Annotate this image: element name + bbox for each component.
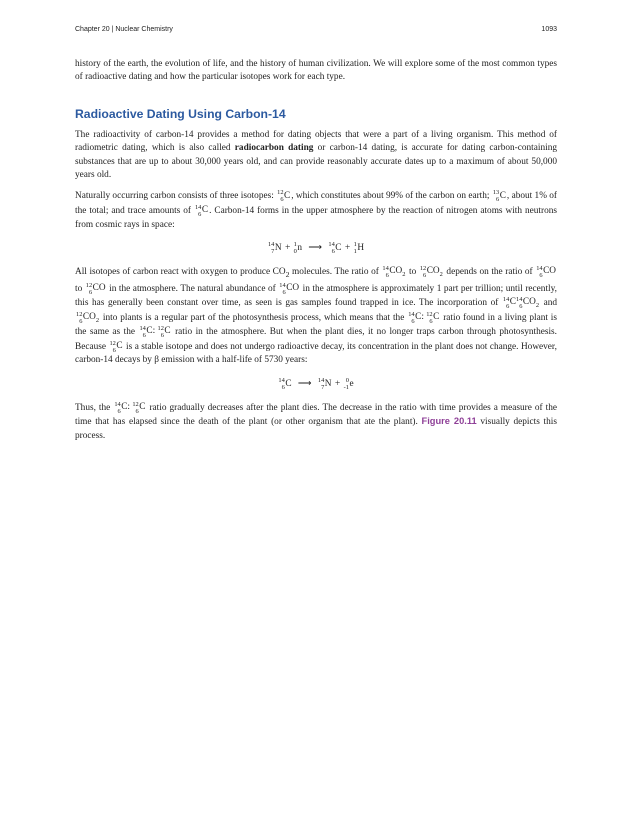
intro-paragraph: history of the earth, the evolution of life, and the history of human civilization. We will explore some of the most common types of radioactive dating and how the particular isotopes work for each type. [75,59,557,83]
mass-number: 14 [502,296,510,304]
element-symbol: C [335,242,342,253]
mass-number: 14 [114,400,121,408]
text: and [540,298,558,309]
atomic-number: 6 [282,288,286,296]
mass-number: 1 [353,240,357,248]
mass-number: 13 [492,189,500,197]
mass-number: 12 [157,325,164,333]
isotope-c12 [277,189,290,203]
subscript: 2 [95,316,100,324]
text: Thus, the [75,403,114,413]
mass-number: 14 [278,376,285,384]
equation-carbon14-formation [75,239,557,257]
text: into plants is a regular part of the photosynthesis process, which means that the [100,312,408,323]
mass-number: 14 [317,376,325,384]
mass-number: 14 [382,265,389,273]
text: , which constitutes about 99% of the carbon on earth; [291,191,492,202]
text: All isotopes of carbon react with oxygen to produce CO [75,267,286,278]
mass-number: 14 [279,281,286,289]
isotope-c12 [109,340,122,354]
text: . Carbon-14 forms in the upper atmosphere by the reaction of nitrogen atoms with neutrons from cosmic rays in space: [75,206,558,230]
mass-number: 12 [76,310,83,318]
atomic-number: 6 [331,247,335,255]
page-body [75,58,557,450]
element-symbol: N [324,378,332,389]
neutron [294,239,302,257]
figure-link[interactable]: Figure 20.11 [421,416,477,427]
mass-number: 12 [85,281,93,289]
text: in the atmosphere. The natural abundance of [106,283,279,294]
text: Naturally occurring carbon consists of three isotopes: [75,191,277,202]
atomic-number: 6 [198,210,202,218]
mass-number: 0 [345,376,349,384]
formula: CO [522,297,536,308]
element-symbol: C [433,311,440,322]
atomic-number: 6 [88,288,93,296]
atomic-number: -1 [343,383,349,391]
reaction-arrow: ⟶ [308,243,323,254]
text: , about 1% of the total; and trace amounts of [75,191,558,217]
text: in the atmosphere is approximately 1 part per trillion; until recently, this has generally been constant over time, as seen is gas samples found trapped in ice. The incorporation of [75,283,557,309]
element-symbol: N [274,242,282,253]
beta-particle [344,375,354,393]
isotope-c13 [493,189,506,203]
key-term: radiocarbon dating [234,143,314,154]
molecule-12co2 [76,311,99,325]
atomic-number: 7 [271,247,275,255]
colon: : [421,311,424,322]
atomic-number: 6 [135,407,139,415]
plus-sign: + [284,243,291,254]
atomic-number: 6 [411,317,415,325]
text: to [406,267,419,278]
atomic-number: 6 [142,332,146,340]
atomic-number: 6 [519,303,523,311]
mass-number: 12 [277,189,284,197]
text: ratio in the atmosphere. But when the plant dies, it no longer traps carbon through photosynthesis. Because [75,327,557,352]
colon: : [152,326,156,337]
text: The radioactivity of carbon-14 provides a method for dating objects that were a part of a living organism. This method of radiometric dating, which is also called [75,129,557,154]
plus-sign: + [344,243,351,254]
atomic-number: 6 [496,196,500,204]
subscript: 2 [285,270,290,280]
mass-number: 12 [132,400,139,408]
isotope-n14 [268,239,282,257]
mass-number: 14 [408,310,415,318]
element-symbol: C [285,378,292,389]
plus-sign: + [334,378,341,389]
atomic-number: 6 [429,317,433,325]
element-symbol: H [357,242,365,253]
mass-number: 1 [293,240,297,248]
atomic-number: 7 [321,383,325,391]
colon: : [127,402,131,413]
isotope-n14 [318,375,332,393]
mass-number: 12 [426,310,433,318]
formula: CO [543,266,556,277]
element-symbol: C [121,402,128,413]
element-symbol: C [164,326,171,337]
atomic-number: 6 [79,317,83,325]
ratio-c14-c12 [408,311,439,325]
atomic-number: 6 [281,383,285,391]
element-symbol: C [201,205,209,216]
molecule-14co [279,282,299,296]
subscript: 2 [439,271,443,279]
ratio-c14-c12 [139,325,170,339]
atomic-number: 0 [293,247,297,255]
element-symbol: C [116,341,123,352]
element-symbol: C [415,311,422,322]
text: visually depicts this process. [75,417,557,441]
paragraph-radiocarbon-intro [75,129,557,183]
mass-number: 14 [328,240,335,248]
atomic-number: 6 [112,346,116,354]
isotope-h1 [354,239,364,257]
atomic-number: 6 [539,272,543,280]
molecule-14c12co2 [503,296,539,310]
atomic-number: 6 [506,303,510,311]
subscript: 2 [535,302,540,310]
running-head [75,26,557,38]
molecule-14co2 [382,265,405,279]
page-number: 1093 [541,26,557,33]
isotope-c14 [195,204,208,218]
element-symbol: C [146,326,153,337]
atomic-number: 1 [353,247,357,255]
text: molecules. The ratio of [289,267,382,278]
text: to [75,283,85,294]
mass-number: 14 [194,203,202,211]
mass-number: 12 [109,339,116,347]
atomic-number: 6 [117,407,121,415]
reaction-arrow: ⟶ [297,378,312,389]
formula: CO [82,311,96,322]
element-symbol: C [499,190,506,201]
isotope-c14 [278,375,291,393]
ratio-c14-c12 [114,401,145,415]
formula: CO [92,282,106,293]
formula: CO [286,282,300,293]
molecule-12co2 [420,265,443,279]
particle-symbol: n [297,242,303,253]
section-heading: Radioactive Dating Using Carbon-14 [75,106,286,121]
text: or carbon-14 dating, is accurate for dating carbon-containing substances that are up to about 30,000 years old, and can provide reasonably accurate dates up to a maximum of about 50,000 years old. [75,143,557,181]
mass-number: 14 [139,325,146,333]
mass-number: 14 [516,296,523,304]
atomic-number: 6 [423,272,427,280]
chapter-title: Chapter 20 | Nuclear Chemistry [75,26,173,33]
subscript: 2 [402,271,406,279]
atomic-number: 6 [385,272,389,280]
equation-beta-decay [75,375,557,393]
text: ratio found in a living plant is the same as the [75,312,557,338]
text: depends on the ratio of [443,267,536,278]
atomic-number: 6 [160,332,164,340]
paragraph-isotopes [75,189,557,232]
particle-symbol: e [349,378,354,389]
mass-number: 12 [419,265,427,273]
isotope-c14 [328,239,341,257]
mass-number: 14 [267,240,275,248]
text: is a stable isotope and does not undergo radioactive decay, its concentration in the plant does not change. However, carbon-14 decays by β emission with a half-life of 5730 years: [75,341,557,366]
formula: CO [389,266,403,277]
formula: CO [426,266,440,277]
atomic-number: 6 [280,196,284,204]
paragraph-carbon-ratio [75,265,557,368]
element-symbol: C [139,402,146,413]
molecule-14co [536,265,556,279]
element-symbol: C [284,190,291,201]
molecule-12co [86,282,106,296]
paragraph-ratio-decrease [75,401,557,443]
text: ratio gradually decreases after the plant dies. The decrease in the ratio with time provides a measure of the time that has elapsed since the death of the plant (or other organism that ate the plant). [75,403,557,428]
mass-number: 14 [536,265,543,273]
element-symbol: C [509,297,516,308]
